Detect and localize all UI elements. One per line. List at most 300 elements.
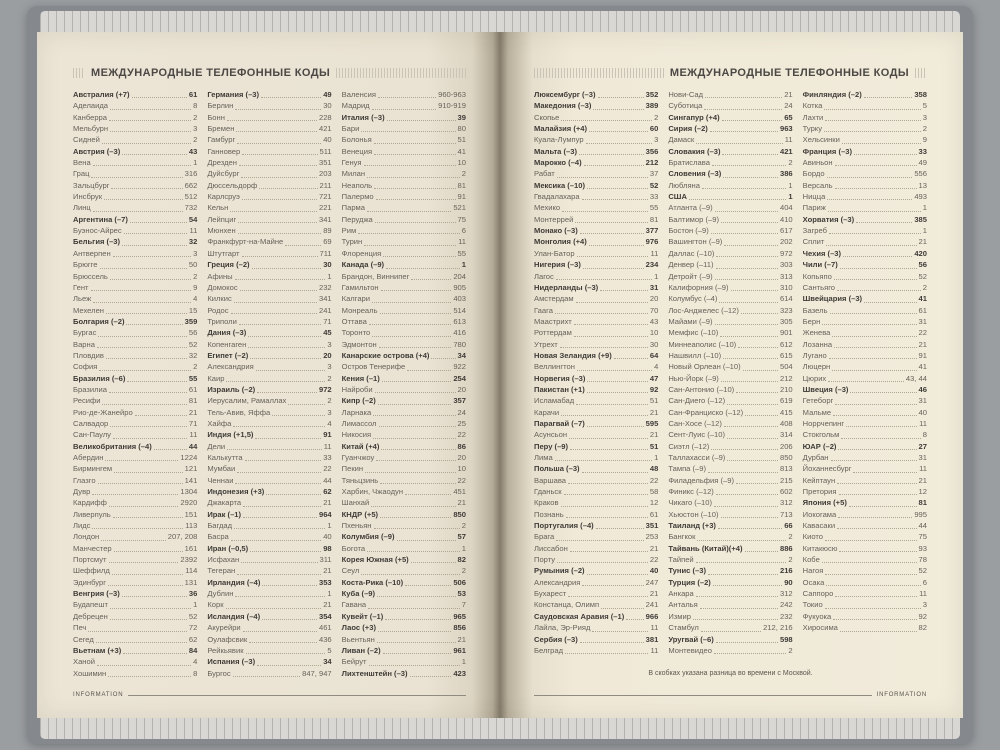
place-name: Кувейт (–1) — [341, 611, 384, 621]
place-name: Франкфурт-на-Майне — [207, 237, 284, 247]
city-code-row — [73, 259, 197, 270]
country-code-row — [534, 259, 658, 270]
city-code-row — [73, 191, 197, 202]
place-name: Ливан (–2) — [341, 645, 381, 655]
place-name: Вьентьян — [341, 634, 375, 644]
dot-leader — [259, 188, 317, 189]
city-code-row — [668, 225, 792, 236]
place-name: Швейцария (–3) — [802, 294, 863, 304]
phone-code: 311 — [319, 555, 332, 565]
phone-code: 36 — [188, 589, 198, 599]
place-name: Перуджа — [341, 214, 373, 224]
place-name: Майами (–9) — [668, 316, 713, 326]
dot-leader — [825, 574, 916, 575]
dot-leader — [850, 392, 916, 393]
dot-leader — [582, 585, 643, 586]
place-name: Италия (–3) — [341, 112, 385, 122]
phone-code: 423 — [453, 668, 466, 678]
phone-code: 972 — [318, 384, 332, 394]
dot-leader — [696, 596, 778, 597]
city-code-row — [73, 531, 197, 542]
city-code-row — [342, 305, 466, 316]
place-name: Киото — [802, 532, 823, 542]
phone-code: 9 — [193, 282, 198, 292]
dot-leader — [124, 233, 188, 234]
place-name: Мальта (–3) — [534, 146, 578, 156]
dot-leader — [92, 528, 183, 529]
dot-leader — [242, 256, 318, 257]
city-code-row — [342, 146, 466, 157]
place-name: Ханой — [73, 657, 95, 667]
phone-code: 81 — [457, 180, 466, 190]
dot-leader — [110, 619, 187, 620]
dot-leader — [364, 245, 456, 246]
dot-leader — [108, 676, 191, 677]
place-name: Калгари — [341, 294, 371, 304]
place-name: Цюрих — [802, 373, 827, 383]
phone-code: 56 — [188, 328, 198, 338]
place-name: Денвер (–11) — [668, 260, 714, 270]
dot-leader — [235, 483, 321, 484]
place-name: Улан-Батор — [534, 248, 575, 258]
phone-code: 141 — [184, 475, 198, 485]
place-name: Гданьск — [534, 487, 562, 497]
phone-code: 11 — [650, 623, 659, 633]
phone-code: 3 — [327, 339, 332, 349]
phone-code: 10 — [649, 328, 659, 338]
dot-leader — [825, 120, 920, 121]
page-header — [73, 66, 466, 79]
dot-leader — [113, 517, 183, 518]
phone-code: 3 — [922, 600, 927, 610]
place-name: Сербия (–3) — [534, 634, 578, 644]
city-code-row — [534, 577, 658, 588]
city-code-row — [534, 112, 658, 123]
phone-code: 52 — [649, 180, 659, 190]
phone-code: 2 — [788, 532, 793, 542]
dot-leader — [714, 653, 786, 654]
phone-code: 5 — [327, 645, 332, 655]
dot-leader — [377, 596, 455, 597]
city-code-row — [668, 157, 792, 168]
place-name: Инсбрук — [73, 192, 103, 202]
phone-code: 34 — [457, 350, 466, 360]
country-code-row — [342, 554, 466, 565]
city-code-row — [534, 486, 658, 497]
phone-code: 314 — [779, 430, 793, 440]
phone-code: 6 — [922, 577, 927, 587]
place-name: Финикс (–12) — [668, 487, 714, 497]
dot-leader — [837, 290, 921, 291]
place-name: Дюссельдорф — [207, 180, 258, 190]
dot-leader — [113, 256, 191, 257]
place-name: Грац — [73, 169, 90, 179]
footer-rule — [534, 695, 872, 696]
phone-code: 81 — [649, 214, 659, 224]
phone-code: 2 — [461, 521, 466, 531]
place-name: Филадельфия (–9) — [668, 475, 735, 485]
phone-code: 72 — [188, 623, 198, 633]
phone-code: 617 — [779, 226, 793, 236]
city-code-row — [342, 271, 466, 282]
phone-code: 386 — [779, 169, 793, 179]
phone-code: 20 — [649, 294, 659, 304]
phone-code: 91 — [457, 192, 466, 202]
phone-code: 506 — [453, 577, 466, 587]
city-code-row — [342, 429, 466, 440]
country-code-row — [73, 236, 197, 247]
hatch-ornament — [336, 68, 466, 78]
phone-code: 713 — [779, 509, 793, 519]
dot-leader — [587, 381, 647, 382]
city-code-row — [73, 271, 197, 282]
city-code-row — [73, 384, 197, 395]
city-code-row — [668, 202, 792, 213]
place-name: Венгрия (–3) — [73, 589, 120, 599]
place-name: Пхеньян — [341, 521, 372, 531]
dot-leader — [828, 381, 904, 382]
country-code-row — [534, 634, 658, 645]
city-code-row — [668, 259, 792, 270]
phone-code: 27 — [918, 441, 927, 451]
dot-leader — [736, 483, 778, 484]
dot-leader — [126, 324, 182, 325]
footer-rule — [128, 695, 466, 696]
place-name: Болгария (–2) — [73, 316, 125, 326]
country-code-row — [342, 645, 466, 656]
city-code-row — [207, 112, 331, 123]
phone-code: 1 — [461, 260, 466, 270]
place-name: Эдинбург — [73, 577, 106, 587]
city-code-row — [73, 202, 197, 213]
country-code-row — [342, 611, 466, 622]
place-name: Тегеран — [207, 566, 236, 576]
city-code-row — [342, 656, 466, 667]
city-code-row — [73, 543, 197, 554]
place-name: Александрия — [534, 577, 581, 587]
city-code-row — [668, 418, 792, 429]
place-name: Сиэтл (–12) — [668, 441, 710, 451]
dot-leader — [738, 347, 778, 348]
city-code-row — [73, 168, 197, 179]
place-name: Бейрут — [341, 657, 367, 667]
dot-leader — [405, 585, 451, 586]
city-code-row — [534, 191, 658, 202]
dot-leader — [102, 404, 186, 405]
phone-code: 32 — [188, 237, 198, 247]
place-name: Исламабад — [534, 396, 575, 406]
country-code-row — [803, 497, 927, 508]
city-code-row — [534, 599, 658, 610]
place-name: Турку — [802, 124, 823, 134]
dot-leader — [245, 460, 322, 461]
phone-code: 33 — [918, 146, 927, 156]
phone-code: 21 — [323, 600, 332, 610]
place-name: Калькутта — [207, 453, 243, 462]
place-name: Сингапур (+4) — [668, 112, 720, 122]
dot-leader — [856, 222, 912, 223]
place-name: Израиль (–2) — [207, 384, 256, 394]
dot-leader — [101, 540, 166, 541]
dot-leader — [405, 494, 451, 495]
place-name: Саппоро — [802, 589, 834, 599]
city-code-row — [803, 565, 927, 576]
city-code-row — [207, 622, 331, 633]
country-code-row — [73, 441, 197, 452]
dot-leader — [589, 245, 644, 246]
city-code-row — [342, 634, 466, 645]
dot-leader — [569, 438, 648, 439]
phone-code: 78 — [918, 555, 927, 565]
city-code-row — [803, 509, 927, 520]
place-name: Швеция (–3) — [802, 384, 849, 394]
page-edge-bottom — [40, 717, 960, 739]
dot-leader — [236, 131, 317, 132]
dot-leader — [378, 631, 451, 632]
country-code-row — [534, 180, 658, 191]
dot-leader — [743, 370, 778, 371]
phone-code: 113 — [185, 521, 198, 531]
country-code-row — [342, 577, 466, 588]
phone-code: 253 — [645, 532, 659, 542]
place-name: Коста-Рика (–10) — [341, 577, 404, 587]
dot-leader — [374, 154, 455, 155]
city-code-row — [73, 339, 197, 350]
phone-code: 2392 — [180, 555, 198, 565]
place-name: Стокгольм — [802, 430, 840, 440]
phone-code: 21 — [649, 430, 659, 440]
place-name: Греция (–2) — [207, 260, 250, 270]
place-name: Бирмингем — [73, 464, 113, 474]
phone-code: 493 — [914, 192, 927, 202]
phone-code: 203 — [318, 169, 332, 179]
dot-leader — [587, 392, 648, 393]
place-name: Мумбаи — [207, 464, 236, 474]
dot-leader — [560, 347, 648, 348]
place-name: Бургас — [73, 328, 97, 338]
city-code-row — [73, 112, 197, 123]
place-name: Дебрецен — [73, 611, 108, 621]
dot-leader — [109, 506, 179, 507]
dot-leader — [100, 268, 187, 269]
city-code-row — [668, 486, 792, 497]
dot-leader — [702, 188, 786, 189]
place-name: Вена — [73, 158, 91, 168]
phone-code: 40 — [323, 532, 332, 542]
dot-leader — [233, 426, 325, 427]
place-name: Дрезден — [207, 158, 237, 168]
country-code-row — [534, 157, 658, 168]
place-name: Каир — [207, 373, 225, 383]
phone-code: 47 — [649, 373, 659, 383]
place-name: Оттава — [341, 316, 367, 326]
phone-code: 11 — [458, 237, 466, 247]
dot-leader — [579, 154, 644, 155]
dot-leader — [376, 460, 455, 461]
place-name: Нигерия (–3) — [534, 260, 581, 270]
place-name: Аргентина (–7) — [73, 214, 128, 224]
city-code-row — [207, 339, 331, 350]
phone-code: 850 — [779, 453, 793, 462]
dot-leader — [576, 404, 648, 405]
phone-code: 313 — [779, 271, 793, 281]
phone-code: 2 — [788, 158, 793, 168]
phone-code: 995 — [914, 509, 927, 519]
phone-code: 58 — [649, 487, 659, 497]
city-code-row — [207, 554, 331, 565]
city-code-row — [803, 622, 927, 633]
city-code-row — [534, 202, 658, 213]
city-code-row — [207, 361, 331, 372]
city-code-row — [668, 327, 792, 338]
dot-leader — [112, 574, 183, 575]
country-code-row — [534, 520, 658, 531]
dot-leader — [122, 245, 187, 246]
city-code-row — [668, 509, 792, 520]
dot-leader — [586, 143, 653, 144]
codes-column — [73, 89, 197, 679]
place-name: Канарские острова (+4) — [341, 350, 430, 360]
dot-leader — [835, 165, 917, 166]
phone-code: 21 — [649, 407, 659, 417]
city-code-row — [668, 475, 792, 486]
dot-leader — [110, 279, 191, 280]
phone-code: 161 — [184, 543, 198, 553]
dot-leader — [367, 177, 460, 178]
phone-code: 404 — [779, 203, 793, 213]
dot-leader — [555, 313, 648, 314]
place-name: Штутгарт — [207, 248, 240, 258]
dot-leader — [693, 619, 778, 620]
place-name: Оулафсвик — [207, 634, 248, 644]
phone-code: 341 — [318, 214, 332, 224]
dot-leader — [716, 642, 778, 643]
phone-code: 514 — [453, 305, 466, 315]
place-name: Лос-Анджелес (–12) — [668, 305, 739, 315]
place-name: Даллас (–10) — [668, 248, 715, 258]
city-code-row — [803, 418, 927, 429]
phone-code: 40 — [649, 566, 659, 576]
phone-code: 1 — [327, 589, 332, 599]
dot-leader — [227, 120, 317, 121]
place-name: Франция (–3) — [802, 146, 852, 156]
city-code-row — [803, 429, 927, 440]
place-name: Гамильтон — [341, 282, 379, 292]
place-name: Лагос — [534, 271, 554, 281]
dot-leader — [250, 358, 321, 359]
place-name: Гавана — [341, 600, 367, 610]
city-code-row — [668, 497, 792, 508]
city-code-row — [207, 180, 331, 191]
country-code-row — [534, 350, 658, 361]
city-code-row — [803, 316, 927, 327]
phone-code: 732 — [184, 203, 198, 213]
city-code-row — [668, 305, 792, 316]
phone-code: 52 — [918, 271, 927, 281]
phone-code: 32 — [188, 350, 198, 360]
codes-column — [534, 89, 658, 656]
place-name: Турин — [341, 237, 363, 247]
place-name: Неаполь — [341, 180, 373, 190]
dot-leader — [833, 415, 916, 416]
city-code-row — [342, 157, 466, 168]
phone-code: 351 — [318, 158, 332, 168]
place-name: Триполи — [207, 316, 237, 326]
city-code-row — [207, 271, 331, 282]
city-code-row — [342, 463, 466, 474]
phone-code: 966 — [645, 611, 659, 621]
phone-code: 37 — [649, 169, 659, 179]
dot-leader — [239, 324, 321, 325]
place-name: Никосия — [341, 430, 372, 440]
city-code-row — [668, 441, 792, 452]
phone-code: 1 — [788, 180, 793, 190]
place-name: Аделаида — [73, 101, 109, 111]
dot-leader — [431, 358, 455, 359]
hatch-ornament — [915, 68, 927, 78]
country-code-row — [207, 350, 331, 361]
phone-code: 33 — [649, 192, 659, 202]
city-code-row — [73, 418, 197, 429]
phone-code: 12 — [918, 487, 927, 497]
place-name: Саудовская Аравия (–1) — [534, 611, 625, 621]
dot-leader — [234, 528, 325, 529]
dot-leader — [238, 222, 317, 223]
country-code-row — [534, 225, 658, 236]
dot-leader — [577, 256, 649, 257]
phone-code: 55 — [649, 203, 659, 213]
phone-code: 451 — [453, 487, 466, 497]
phone-code: 80 — [457, 124, 466, 134]
dot-leader — [383, 256, 455, 257]
dot-leader — [745, 415, 778, 416]
city-code-row — [342, 407, 466, 418]
place-name: Йоханнесбург — [802, 464, 852, 474]
city-code-row — [73, 327, 197, 338]
city-code-row — [668, 248, 792, 259]
dot-leader — [840, 631, 917, 632]
city-code-row — [342, 100, 466, 111]
dot-leader — [238, 233, 322, 234]
dot-leader — [731, 290, 778, 291]
place-name: Чикаго (–10) — [668, 498, 713, 508]
phone-code: 92 — [649, 384, 659, 394]
phone-code: 403 — [453, 294, 466, 304]
country-code-row — [73, 214, 197, 225]
phone-code: 11 — [650, 645, 659, 655]
dot-leader — [832, 370, 916, 371]
phone-code: 2 — [788, 555, 793, 565]
city-code-row — [668, 645, 792, 656]
place-name: Парма — [341, 203, 366, 213]
city-code-row — [207, 463, 331, 474]
place-name: Балтимор (–9) — [668, 214, 719, 224]
place-name: Малайзия (+4) — [534, 124, 588, 134]
phone-code: 1 — [461, 543, 466, 553]
country-code-row — [803, 441, 927, 452]
country-code-row — [342, 588, 466, 599]
codes-column — [803, 89, 927, 656]
page-title: МЕЖДУНАРОДНЫЕ ТЕЛЕФОННЫЕ КОДЫ — [91, 66, 331, 79]
place-name: Калифорния (–9) — [668, 282, 729, 292]
codes-column — [668, 89, 792, 656]
country-code-row — [342, 668, 466, 679]
phone-code: 353 — [318, 577, 332, 587]
city-code-row — [803, 236, 927, 247]
dot-leader — [231, 540, 321, 541]
phone-code: 61 — [188, 90, 198, 99]
dot-leader — [596, 528, 644, 529]
